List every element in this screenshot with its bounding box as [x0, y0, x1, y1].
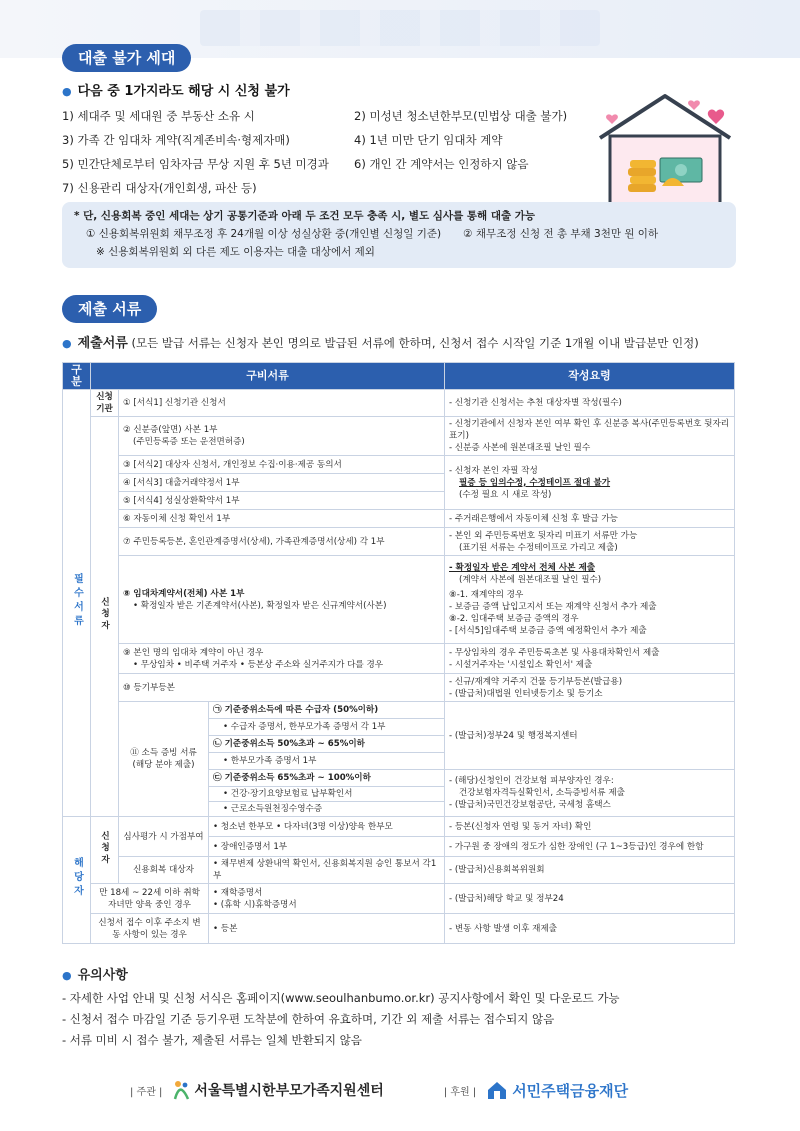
subcategory-applicant	[91, 417, 119, 817]
ineligible-heading	[62, 80, 290, 99]
ineligible-item: 7) 신용관리 대상자(개인회생, 파산 등)	[62, 181, 257, 195]
house-money-illustration	[590, 88, 740, 208]
required-documents-table	[62, 362, 735, 944]
doc-text: (해당 분야 제출)	[132, 760, 195, 770]
doc-cell: ⑥ 자동이체 신청 확인서 1부	[119, 510, 445, 528]
note-cell	[445, 770, 735, 817]
note-text: - 신청기관에서 신청자 본인 여부 확인 후 신분증 복사(주민등록번호 뒷자리 표기)	[449, 419, 730, 441]
footer	[130, 1072, 690, 1108]
col-header-category: 구분	[63, 363, 91, 390]
caution-heading	[62, 964, 128, 983]
note-sub: ※ 신용회복위원회 외 다른 제도 이용자는 대출 대상에서 제외	[96, 246, 375, 258]
list-item	[62, 176, 602, 200]
section-title-ineligible: 대출 불가 세대	[62, 44, 191, 72]
doc-cell: ① [서식1] 신청기관 신청서	[119, 390, 445, 417]
doc-cell	[209, 787, 445, 802]
income-tier: ㉠ 기준중위소득에 따른 수급자 (50%이하)	[209, 702, 445, 719]
doc-cell: • 채무변제 상환내역 확인서, 신용회복지원 승인 통보서 각1부	[209, 857, 445, 884]
note-text: ⑧-1. 재계약의 경우	[449, 590, 524, 600]
documents-heading	[62, 332, 762, 351]
sponsor-logo-icon	[486, 1080, 508, 1100]
note-text: - 신청자 본인 자필 작성	[449, 465, 538, 476]
ineligible-list	[62, 104, 602, 200]
list-item	[62, 128, 602, 152]
caution-title: 유의사항	[77, 968, 128, 983]
note-text: 필증 등 임의수정, 수정테이프 절대 불가	[459, 477, 611, 488]
category-applicable-label: 해당자	[71, 856, 83, 899]
ineligible-item: 3) 가족 간 임대차 계약(직계존비속·형제자매)	[62, 133, 290, 147]
category-applicable	[63, 817, 91, 944]
note-cell: - (발급처)정부24 및 행정복지센터	[445, 702, 735, 770]
ineligible-item: 2) 미성년 청소년한부모(민법상 대출 불가)	[354, 109, 568, 123]
sponsor-label: | 후원 |	[443, 1086, 477, 1098]
note-cell: - 변동 사항 발생 이후 재제출	[445, 914, 735, 944]
note-cell	[445, 674, 735, 702]
ineligible-heading-text: 다음 중 1가지라도 해당 시 신청 불가	[77, 84, 290, 99]
table-row	[63, 817, 735, 837]
note-text: - (발급처)대법원 인터넷등기소 및 등기소	[449, 688, 603, 699]
note-text: - [서식5]임대주택 보증금 증액 예정확인서 추가 제출	[449, 626, 647, 636]
doc-cell: ⑤ [서식4] 성실상환확약서 1부	[119, 492, 445, 510]
host-org	[172, 1080, 383, 1100]
table-row	[63, 510, 735, 528]
doc-cell	[119, 644, 445, 674]
note-text: - 확정일자 받은 계약서 전체 사본 제출	[449, 563, 596, 573]
note-cell: - 주거래은행에서 자동이체 신청 후 발급 가능	[445, 510, 735, 528]
doc-cell: ⑦ 주민등록등본, 혼인관계증명서(상세), 가족관계증명서(상세) 각 1부	[119, 528, 445, 556]
doc-cell	[209, 753, 445, 770]
note-cell: - 등본(신청자 연령 및 동거 자녀) 확인	[445, 817, 735, 837]
doc-text: • 한부모가족 증명서 1부	[223, 756, 317, 766]
doc-text: • 건강·장기요양보험료 납부확인서	[223, 789, 353, 799]
note-text: - 보증금 증액 납입고지서 또는 재계약 신청서 추가 제출	[449, 602, 657, 612]
applicable-type: 신용회복 대상자	[119, 857, 209, 884]
doc-text: • (휴학 시)휴학증명서	[213, 899, 297, 910]
doc-cell	[119, 702, 209, 817]
note-condition: ① 신용회복위원회 채무조정 후 24개월 이상 성실상환 중(개인별 신청일 기준)	[86, 228, 442, 240]
section-title-documents: 제출 서류	[62, 295, 157, 323]
doc-cell: • 등본	[209, 914, 445, 944]
list-item: - 신청서 접수 마감일 기준 등기우편 도착분에 한하여 유효하며, 기간 외 제출 서류는 접수되지 않음	[62, 1012, 555, 1026]
table-row	[63, 556, 735, 644]
note-text: (표기된 서류는 수정테이프로 가리고 제출)	[459, 542, 618, 553]
note-text: ⑧-2. 임대주택 보증금 증액의 경우	[449, 614, 579, 624]
applicable-type: 신청서 접수 이후 주소지 변동 사항이 있는 경우	[91, 914, 209, 944]
note-cell: - (발급처)해당 학교 및 정부24	[445, 884, 735, 914]
sponsor-org	[486, 1080, 628, 1101]
table-header-row	[63, 363, 735, 390]
subcategory-applicant-label: 신청자	[99, 830, 110, 866]
doc-text: ⑨ 본인 명의 임대차 계약이 아닌 경우	[123, 647, 264, 658]
subcategory-agency: 신청기관	[91, 390, 119, 417]
col-header-documents: 구비서류	[91, 363, 445, 390]
table-row	[63, 857, 735, 884]
note-cell	[445, 456, 735, 510]
doc-text: ⑪ 소득 증빙 서류	[130, 748, 197, 758]
doc-cell	[209, 884, 445, 914]
note-cell	[445, 417, 735, 456]
doc-cell	[119, 556, 445, 644]
sponsor-name: 서민주택금융재단	[512, 1081, 629, 1100]
table-row	[63, 528, 735, 556]
doc-text: • 재학증명서	[213, 887, 263, 898]
note-conditions	[74, 225, 724, 243]
subcategory-applicant	[91, 817, 119, 884]
subcategory-applicant-label: 신청자	[99, 597, 110, 632]
note-text: - 무상임차의 경우 주민등록초본 및 사용대차확인서 제출	[449, 647, 660, 658]
ineligible-item: 1) 세대주 및 세대원 중 부동산 소유 시	[62, 109, 255, 123]
col-header-instructions: 작성요령	[445, 363, 735, 390]
doc-cell	[119, 417, 445, 456]
table-row	[63, 914, 735, 944]
host-name: 서울특별시한부모가족지원센터	[194, 1083, 384, 1099]
doc-text: ② 신분증(앞면) 사본 1부	[123, 425, 218, 435]
doc-cell: • 청소년 한부모 • 다자녀(3명 이상)양육 한부모	[209, 817, 445, 837]
doc-text: • 근로소득원천징수영수증	[223, 804, 323, 814]
list-item	[62, 104, 602, 128]
ineligible-item: 6) 개인 간 계약서는 인정하지 않음	[354, 157, 529, 171]
applicable-type: 심사평가 시 가점부여	[119, 817, 209, 857]
note-text: - 신규/재계약 거주지 건물 등기부등본(발급용)	[449, 676, 623, 687]
category-required-label: 필수서류	[71, 572, 83, 629]
list-item: - 자세한 사업 안내 및 신청 서식은 홈페이지(www.seoulhanbumo.or.kr) 공지사항에서 확인 및 다운로드 가능	[62, 991, 620, 1005]
table-row	[63, 390, 735, 417]
doc-cell: • 장애인증명서 1부	[209, 837, 445, 857]
note-cell	[445, 528, 735, 556]
note-text: - (발급처)국민건강보험공단, 국세청 홈택스	[449, 800, 611, 810]
table-row	[63, 644, 735, 674]
note-text: - (해당)신청인이 건강보험 피부양자인 경우:	[449, 776, 614, 786]
ineligible-item	[354, 176, 602, 200]
table-row	[63, 884, 735, 914]
doc-cell	[209, 802, 445, 817]
note-cell: - (발급처)신용회복위원회	[445, 857, 735, 884]
doc-text: ⑧ 임대차계약서(전체) 사본 1부	[123, 588, 245, 599]
note-condition: ② 채무조정 신청 전 총 부채 3천만 원 이하	[463, 228, 659, 240]
table-row	[63, 456, 735, 474]
applicable-type: 만 18세 ~ 22세 이하 취학 자녀만 양육 중인 경우	[91, 884, 209, 914]
doc-text: (주민등록증 또는 운전면허증)	[133, 437, 245, 447]
note-text: - 시설거주자는 '시설입소 확인서' 제출	[449, 659, 593, 670]
note-cell	[445, 556, 735, 644]
bullet-icon: ●	[62, 969, 72, 982]
note-text: (수정 필요 시 새로 작성)	[459, 489, 552, 500]
note-cell	[445, 644, 735, 674]
host-label: | 주관 |	[130, 1086, 163, 1098]
list-item: - 서류 미비 시 접수 불가, 제출된 서류는 일체 반환되지 않음	[62, 1033, 362, 1047]
note-text: (계약서 사본에 원본대조필 날인 필수)	[459, 575, 602, 585]
host-logo-icon	[172, 1080, 190, 1100]
table-row	[63, 702, 735, 719]
note-cell: - 신청기관 신청서는 추천 대상자별 작성(필수)	[445, 390, 735, 417]
doc-text: • 수급자 증명서, 한부모가족 증명서 각 1부	[223, 722, 386, 732]
doc-text: • 확정일자 받은 기존계약서(사본), 확정일자 받은 신규계약서(사본)	[133, 600, 387, 611]
category-required	[63, 390, 91, 817]
doc-cell: ⑩ 등기부등본	[119, 674, 445, 702]
ineligible-item: 4) 1년 미만 단기 임대차 계약	[354, 133, 503, 147]
list-item	[62, 152, 602, 176]
header-faded-text	[200, 10, 600, 46]
note-text: 건강보험자격득실확인서, 소득증빙서류 제출	[459, 788, 625, 798]
credit-recovery-note	[62, 202, 736, 268]
bullet-icon: ●	[62, 337, 72, 350]
doc-cell: ③ [서식2] 대상자 신청서, 개인정보 수집·이용·제공 동의서	[119, 456, 445, 474]
caution-list	[62, 988, 620, 1051]
doc-text: • 무상임차 • 비주택 거주자 • 등본상 주소와 실거주지가 다를 경우	[133, 659, 384, 670]
table-row	[63, 417, 735, 456]
table-row	[63, 674, 735, 702]
note-main: * 단, 신용회복 중인 세대는 상기 공통기준과 아래 두 조건 모두 충족 시, 별도 심사를 통해 대출 가능	[74, 210, 536, 222]
bullet-icon: ●	[62, 85, 72, 98]
doc-cell: ④ [서식3] 대출거래약정서 1부	[119, 474, 445, 492]
ineligible-item: 5) 민간단체로부터 임차자금 무상 지원 후 5년 미경과	[62, 157, 329, 171]
documents-heading-text: (모든 발급 서류는 신청자 본인 명의로 발급된 서류에 한하며, 신청서 접수 시작일 기준 1개월 이내 발급분만 인정)	[127, 336, 699, 350]
documents-heading-bold: 제출서류	[77, 336, 128, 351]
income-tier: ㉢ 기준중위소득 65%초과 ~ 100%이하	[209, 770, 445, 787]
note-text: - 신분증 사본에 원본대조필 날인 필수	[449, 443, 591, 453]
note-cell: - 가구원 중 장애의 정도가 심한 장애인 (구 1~3등급)인 경우에 한함	[445, 837, 735, 857]
note-text: - 본인 외 주민등록번호 뒷자리 미표기 서류만 가능	[449, 530, 638, 541]
doc-cell	[209, 719, 445, 736]
income-tier: ㉡ 기준중위소득 50%초과 ~ 65%이하	[209, 736, 445, 753]
